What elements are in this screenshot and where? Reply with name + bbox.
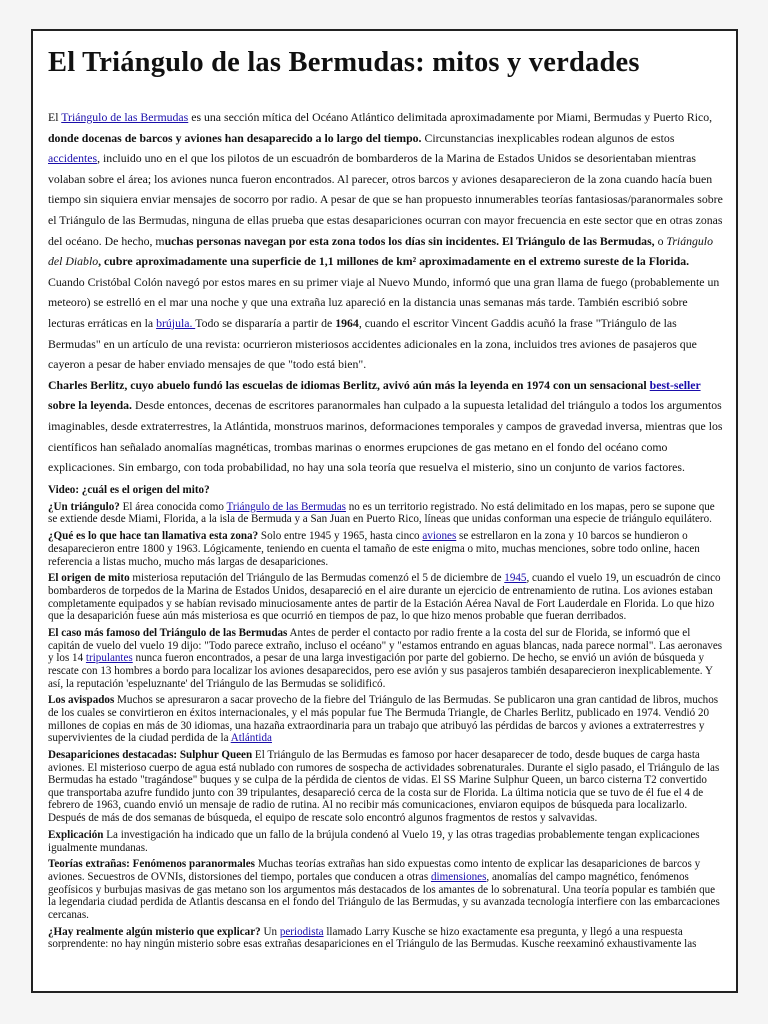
text-run: Cuando Cristóbal Colón navegó por estos mares en su primer viaje al Nuevo Mundo, informó que una gran llama de fuego (probablemente un meteoro) se estrelló en el mar una noche y que una extraña luz apareció en la distancia unas semanas más tarde. También escribió sobre lecturas erráticas en la (48, 274, 720, 330)
text-run: misteriosa reputación del Triángulo de las Bermudas comenzó el 5 de diciembre de (129, 572, 505, 585)
text-run: Solo entre 1945 y 1965, hasta cinco (258, 530, 423, 543)
link-atlantida[interactable]: Atlántida (230, 732, 272, 745)
bold-text: , cubre aproximadamente una superficie de 1,1 millones de km² aproximadamente en el extremo sureste de la Florida. (98, 254, 690, 269)
video-heading (48, 484, 724, 497)
section-teorias-extranas (48, 858, 724, 921)
text-run: Circunstancias inexplicables rodean algunos de estos (421, 130, 675, 145)
text-run: o (654, 233, 667, 248)
link-aviones[interactable]: aviones (422, 530, 457, 543)
text-run: llamado Larry Kusche se hizo exactamente esa pregunta, y llegó a una respuesta sorprendente: no hay ningún misterio sobre esas extrañas desapariciones en el Triángulo de las Bermudas. Kusche reexaminó exhaustivamente las (48, 925, 697, 951)
italic-text: Triángulo del Diablo (48, 233, 713, 269)
intro-paragraph-2 (48, 375, 724, 478)
text-run: es una sección mítica del Océano Atlántico delimitada aproximadamente por Miami, Bermudas y Puerto Rico, (188, 110, 713, 124)
section-que-hace-llamativa (48, 530, 724, 568)
intro-paragraph-1 (48, 107, 724, 375)
section-heading: El caso más famoso del Triángulo de las Bermudas (48, 627, 288, 640)
page-title: El Triángulo de las Bermudas: mitos y verdades (48, 47, 640, 78)
section-avispados (48, 694, 724, 744)
video-label: Video: ¿cuál es el origen del mito? (48, 484, 210, 496)
section-explicacion (48, 829, 724, 854)
section-caso-famoso (48, 627, 724, 690)
section-heading: El origen de mito (48, 572, 130, 585)
bold-text: 1964 (335, 315, 359, 330)
section-hay-misterio (48, 926, 724, 951)
text-run: El área conocida como (119, 500, 227, 513)
link-tripulantes[interactable]: tripulantes (85, 652, 133, 665)
text-run: , anomalías del campo magnético, fenómenos geofísicos y burbujas masivas de gas metano son los argumentos más destacados de los amantes de lo sobrenatural. Una teoría popular es también que la legendaria ciudad perdida de Atlantis descansa en el fondo del Triángulo de las Bermudas, y su avanzada tecnología interfiere con las embarcaciones cercanas. (48, 871, 720, 921)
text-run: , cuando el vuelo 19, un escuadrón de cinco bombarderos de torpedos de la Marina de Estados Unidos, desapareció en el aire durante un ejercicio de entrenamiento de rutina. Los aviones estaban completamente equipados y se habían revisado minuciosamente antes de partir de la Estación Aérea Naval de Fort Lauderdale en Florida. Lo que hizo que la desaparición fuese aún más misteriosa es que ocurrió en tiempos de paz, lo que hizo menos probable que fueran derribados. (48, 572, 721, 623)
section-un-triangulo (48, 501, 724, 526)
section-heading: Desapariciones destacadas: Sulphur Queen (48, 749, 253, 762)
text-run: El (48, 110, 62, 124)
section-heading: Explicación (48, 828, 104, 841)
bold-text: Charles Berlitz, cuyo abuelo fundó las escuelas de idiomas Berlitz, avivó aún más la leyenda en 1974 con un sensacional (48, 377, 650, 392)
bold-text: donde docenas de barcos y aviones han desaparecido a lo largo del tiempo. (48, 130, 422, 145)
section-heading: ¿Qué es lo que hace tan llamativa esta zona? (48, 530, 259, 543)
text-run: El Triángulo de las Bermudas es famoso por hacer desaparecer de todo, desde buques de carga hasta aviones. El misterioso cuerpo de agua está nublado con rumores de sospecha de actividades sobrenaturales. Durante el siglo pasado, el Triángulo de las Bermudas ha estado "tragándose" buques y se culpa de la pérdida de cientos de vidas. El SS Marine Sulphur Queen, un barco cisterna T2 convertido que transportaba azufre fundido junto con 39 tripulantes, desapareció cerca de la costa sur de Florida. La última noticia que se tuvo de él fue el 4 de febrero de 1963, cuando envió un mensaje de radio de rutina. Al no recibir más comunicaciones, enviaron equipos de búsqueda para localizarlo. Después de más de dos semanas de búsqueda, el equipo de rescate solo encontró algunos fragmentos de restos y salvavidas. (48, 749, 720, 825)
bold-text: uchas personas navegan por esta zona todos los días sin incidentes. (164, 233, 500, 248)
link-triangulo-bermudas[interactable]: Triángulo de las Bermudas (61, 110, 189, 124)
link-accidentes[interactable]: accidentes (48, 151, 98, 166)
section-sulphur-queen (48, 749, 724, 825)
section-origen-mito (48, 572, 724, 622)
text-run: Antes de perder el contacto por radio frente a la costa del sur de Florida, se informó que el capitán de vuelo del vuelo 19 dijo: "Todo parece extraño, incluso el océano" y "estamos entrando en aguas blancas, nada parece normal". Las aeronaves y los 14 (48, 627, 723, 665)
text-run: Todo se dispararía a partir de (195, 315, 336, 330)
details-section (48, 484, 724, 955)
bold-text: El Triángulo de las Bermudas, (502, 233, 655, 248)
section-heading: Los avispados (48, 694, 115, 707)
text-run: se estrellaron en la zona y 10 barcos se hundieron o desaparecieron entre 1800 y 1963. Lógicamente, teniendo en cuenta el tamaño de este enigma o mito, muchas menciones, sobre todo online, hacen referencia a listas mucho, mucho más largas de desapariciones. (48, 530, 700, 568)
text-run: , incluido uno en el que los pilotos de un escuadrón de bombarderos de la Marina de Estados Unidos se desorientaban mientras volaban sobre el área; los aviones nunca fueron encontrados. Al parecer, otros barcos y aviones desaparecieron de la zona cuando hacía buen tiempo sin siquiera enviar mensajes de socorro por radio. A pesar de que se han propuesto innumerables teorías fantasiosas/paranormales sobre el Triángulo de las Bermudas, ninguna de ellas prueba que estas desapariciones ocurran con mayor frecuencia en este sector que en otras zonas del océano. De hecho, m (48, 151, 723, 248)
bold-text: sobre la leyenda. (48, 398, 133, 413)
text-run: Un (260, 925, 280, 938)
intro-section (48, 107, 724, 478)
section-heading: ¿Hay realmente algún misterio que explicar? (48, 925, 261, 938)
text-run: Muchos se apresuraron a sacar provecho de la fiebre del Triángulo de las Bermudas. Se publicaron una gran cantidad de libros, muchos de los cuales se convirtieron en éxitos internacionales, y el más popular fue The Bermuda Triangle, de Charles Berlitz, publicado en 1974. Vendió 20 millones de copias en más de 30 idiomas, una hazaña extraordinaria para un trabajo que atribuyó las pérdidas de barcos y aviones a extraterrestres y supervivientes de la ciudad perdida de la (48, 694, 719, 745)
text-run: Desde entonces, decenas de escritores paranormales han culpado a la supuesta letalidad del triángulo a todos los argumentos imaginables, desde extraterrestres, la Atlántida, monstruos marinos, deformaciones temporales y campos de gravedad inversa, mientras que los científicos han señalado anomalías magnéticas, trombas marinas o enormes erupciones de gas metano en el fondo del océano como explicaciones. Sin embargo, con toda probabilidad, no hay una sola teoría que resuelva el misterio, sino un conjunto de varios factores. (48, 398, 723, 475)
text-run: , cuando el escritor Vincent Gaddis acuñó la frase "Triángulo de las Bermudas" en un artículo de una revista: ocurrieron misteriosos accidentes adicionales en la zona, incluidos tres aviones de pasajeros que cayeron a pesar de haber enviado mensajes de que "todo está bien". (48, 315, 697, 372)
text-run: no es un territorio registrado. No está delimitado en los mapas, pero se supone que se extiende desde Miami, Florida, a la isla de Bermuda y a San Juan en Puerto Rico, líneas que unidas conforman una especie de triángulo equilátero. (48, 500, 715, 526)
link-periodista[interactable]: periodista (279, 925, 324, 938)
link-1945[interactable]: 1945 (504, 572, 527, 585)
section-heading: Teorías extrañas: Fenómenos paranormales (48, 858, 255, 871)
text-run: Muchas teorías extrañas han sido expuestas como intento de explicar las desapariciones de barcos y aviones. Secuestros de OVNIs, distorsiones del tiempo, portales que conducen a otras (48, 858, 701, 883)
link-brujula[interactable]: brújula. (156, 315, 196, 330)
text-run: nunca fueron encontrados, a pesar de una larga investigación por parte del gobierno. De hecho, se envió un avión de búsqueda y rescate con 13 hombres a bordo para localizar los aviones desaparecidos, pero ese avión y sus pasajeros también desaparecieron inexplicablemente. Y así, la reputación 'espeluznante' del Triángulo de las Bermudas se solidificó. (48, 652, 713, 690)
document-page (31, 29, 738, 993)
link-triangulo-bermudas-2[interactable]: Triángulo de las Bermudas (226, 500, 346, 513)
text-run: La investigación ha indicado que un fallo de la brújula condenó al Vuelo 19, y las otras tragedias probablemente tengan explicaciones igualmente mundanas. (48, 828, 700, 854)
link-dimensiones[interactable]: dimensiones (430, 871, 487, 883)
section-heading: ¿Un triángulo? (48, 500, 120, 513)
link-best-seller[interactable]: best-seller (649, 377, 701, 392)
